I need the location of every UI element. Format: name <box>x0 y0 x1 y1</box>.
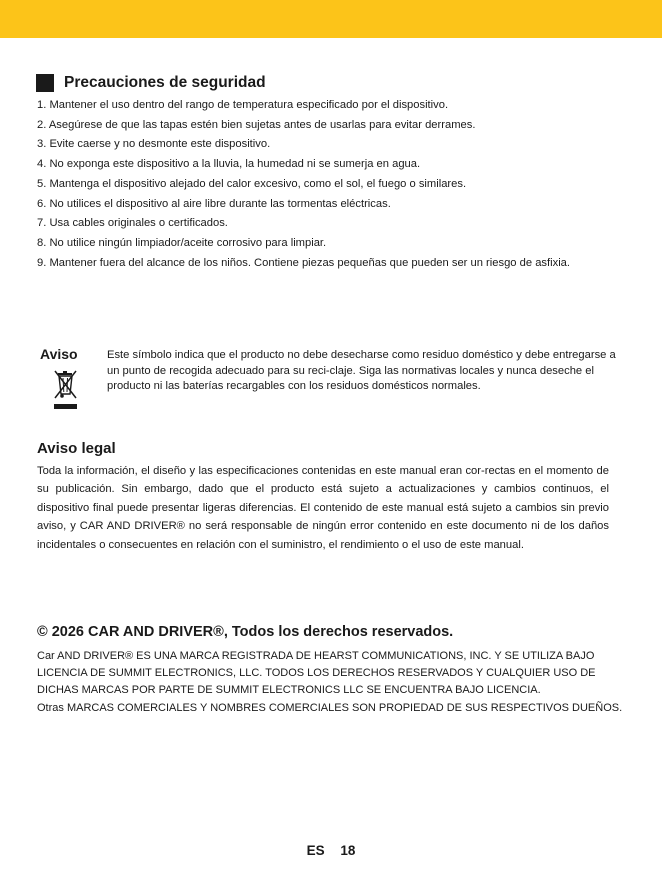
copyright-body <box>37 648 627 717</box>
safety-item: 4. No exponga este dispositivo a la lluvia, la humedad ni se sumerja en agua. <box>37 158 421 171</box>
language-code: ES <box>306 843 325 858</box>
header-band <box>0 0 662 38</box>
crossed-out-wheeled-bin-icon <box>53 369 79 411</box>
safety-list <box>37 96 617 273</box>
page-footer <box>0 843 662 858</box>
safety-item: 7. Usa cables originales o certificados. <box>37 217 228 230</box>
aviso-label: Aviso <box>40 346 78 362</box>
legal-text: Toda la información, el diseño y las especificaciones contenidas en este manual eran cor-rectas en el momento de su publicación. Sin embargo, dado que el producto está sujeto a actualizaciones y cambios continuos, el dispositivo final puede presentar ligeras diferencias. El contenido de este manual está sujeto a cambios sin previo aviso, y CAR AND DRIVER® no será responsable de ningún error contenido en este documento ni de los daños incidentales o consecuentes en relación con el suministro, el rendimiento o el uso de este manual. <box>37 465 609 551</box>
copyright-text: Car AND DRIVER® ES UNA MARCA REGISTRADA DE HEARST COMMUNICATIONS, INC. Y SE UTILIZA BAJO LICENCIA DE SUMMIT ELECTRONICS, LLC. TODOS LOS DERECHOS RESERVADOS Y CUALQUIER USO DE DICHAS MARCAS POR PARTE DE SUMMIT ELECTRONICS LLC SE ENCUENTRA BAJO LICENCIA. <box>37 650 596 697</box>
page-number: 18 <box>340 843 356 858</box>
safety-item: 6. No utilices el dispositivo al aire libre durante las tormentas eléctricas. <box>37 197 391 210</box>
safety-item: 8. No utilice ningún limpiador/aceite corrosivo para limpiar. <box>37 236 327 249</box>
safety-item: 5. Mantenga el dispositivo alejado del calor excesivo, como el sol, el fuego o similares. <box>37 177 467 190</box>
safety-section-heading <box>36 74 266 92</box>
legal-title: Aviso legal <box>37 440 116 457</box>
safety-title: Precauciones de seguridad <box>64 74 266 91</box>
safety-item: 1. Mantener el uso dentro del rango de temperatura especificado por el dispositivo. <box>37 99 449 111</box>
safety-item: 2. Asegúrese de que las tapas estén bien sujetas antes de usarlas para evitar derrames. <box>37 118 476 131</box>
safety-item: 9. Mantener fuera del alcance de los niños. Contiene piezas pequeñas que pueden ser un riesgo de asfixia. <box>37 256 571 269</box>
section-marker-square-icon <box>36 74 54 92</box>
aviso-text: Este símbolo indica que el producto no debe desecharse como residuo doméstico y debe entregarse a un punto de recogida adecuado para su reci-claje. Siga las normativas locales y nunca deseche el producto ni las baterías recargables con los residuos domésticos normales. <box>107 349 616 393</box>
copyright-text: Otras MARCAS COMERCIALES Y NOMBRES COMERCIALES SON PROPIEDAD DE SUS RESPECTIVOS DUEÑOS. <box>37 701 623 714</box>
copyright-title: © 2026 CAR AND DRIVER®, Todos los derechos reservados. <box>37 624 454 640</box>
aviso-block <box>40 346 630 418</box>
safety-item: 3. Evite caerse y no desmonte este dispositivo. <box>37 138 271 151</box>
